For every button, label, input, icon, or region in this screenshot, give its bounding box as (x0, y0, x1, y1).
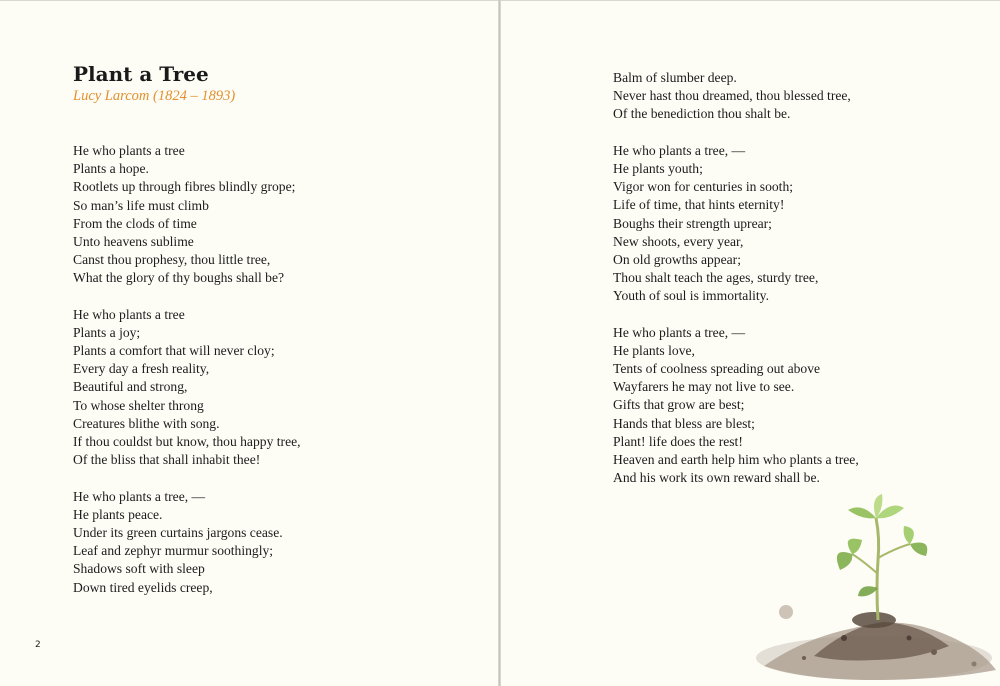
poem-line: Leaf and zephyr murmur soothingly; (73, 543, 274, 559)
poem-line: He plants love, (613, 342, 695, 358)
poem-line: Plants a joy; (73, 324, 141, 340)
stanza (73, 142, 301, 288)
poem-line: From the clods of time (73, 215, 197, 231)
poem-line: Plants a hope. (73, 161, 149, 177)
poem-line: Of the benediction thou shalt be. (613, 106, 791, 122)
poem-line: He who plants a tree, — (613, 142, 746, 158)
page-number: 2 (35, 640, 41, 650)
poem-line: Boughs their strength uprear; (613, 215, 772, 231)
poem-line: On old growths appear; (613, 251, 741, 267)
poem-line: Of the bliss that shall inhabit thee! (73, 452, 261, 468)
poem-line: Wayfarers he may not live to see. (613, 379, 795, 395)
poem-line: Hands that bless are blest; (613, 415, 755, 431)
poem-line: He plants peace. (73, 506, 163, 522)
poem-line: Rootlets up through fibres blindly grope; (73, 179, 296, 195)
stanza (613, 324, 859, 488)
poem-line: Every day a fresh reality, (73, 361, 210, 377)
poem-line: Youth of soul is immortality. (613, 288, 769, 304)
stanza (613, 69, 859, 124)
poem-line: What the glory of thy boughs shall be? (73, 270, 285, 286)
right-stanzas (613, 69, 859, 487)
poem-line: He who plants a tree (73, 306, 185, 322)
poem-line: Life of time, that hints eternity! (613, 197, 785, 213)
poem-author: Lucy Larcom (1824 – 1893) (73, 88, 236, 104)
poem-line: Under its green curtains jargons cease. (73, 524, 283, 540)
poem-line: Plants a comfort that will never cloy; (73, 343, 275, 359)
poem-line: He who plants a tree, — (73, 488, 206, 504)
right-page (501, 0, 1000, 686)
poem-line: He plants youth; (613, 160, 703, 176)
poem-line: Vigor won for centuries in sooth; (613, 179, 794, 195)
poem-line: If thou couldst but know, thou happy tree, (73, 434, 301, 449)
poem-line: Canst thou prophesy, thou little tree, (73, 252, 271, 268)
stanza (613, 142, 859, 306)
stanza (73, 306, 301, 470)
poem-line: And his work its own reward shall be. (613, 470, 820, 486)
poem-line: Down tired eyelids creep, (73, 579, 213, 595)
poem-line: He who plants a tree (73, 143, 185, 158)
poem-line: Creatures blithe with song. (73, 415, 220, 431)
stanza (73, 488, 301, 597)
poem-title: Plant a Tree (73, 62, 209, 86)
poem-line: Balm of slumber deep. (613, 70, 737, 85)
poem-line: Beautiful and strong, (73, 379, 188, 395)
poem-line: Never hast thou dreamed, thou blessed tree, (613, 88, 851, 104)
left-page (0, 0, 499, 686)
poem-line: So man’s life must climb (73, 197, 209, 213)
poem-line: Unto heavens sublime (73, 233, 194, 249)
poem-line: Shadows soft with sleep (73, 561, 205, 577)
poem-line: He who plants a tree, — (613, 324, 746, 340)
poem-line: Thou shalt teach the ages, sturdy tree, (613, 270, 819, 286)
poem-line: Tents of coolness spreading out above (613, 361, 821, 376)
poem-line: Gifts that grow are best; (613, 397, 745, 413)
poem-line: Plant! life does the rest! (613, 433, 743, 449)
poem-line: New shoots, every year, (613, 233, 744, 249)
poem-line: To whose shelter throng (73, 397, 204, 413)
poem-line: Heaven and earth help him who plants a tree, (613, 451, 859, 467)
seedling-in-soil-icon (744, 488, 1000, 686)
left-stanzas (73, 142, 301, 597)
